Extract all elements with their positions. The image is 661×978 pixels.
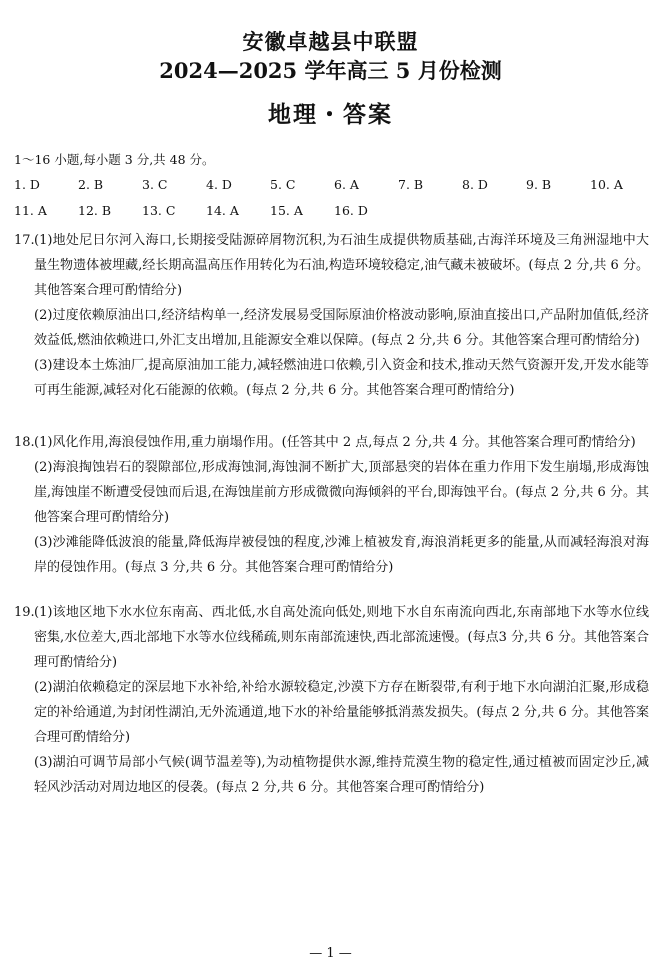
answer-item: 1. D bbox=[14, 177, 40, 192]
answer-paragraph: (2)过度依赖原油出口,经济结构单一,经济发展易受国际原油价格波动影响,原油直接出口,产品附加值低,经济效益低,燃油依赖进口,外汇支出增加,且能源安全难以保障。(每点 2 分,共 6 分。其他答案合理可酌情给分) bbox=[34, 308, 649, 348]
question-17 bbox=[14, 228, 649, 403]
answer-paragraph: (1)风化作用,海浪侵蚀作用,重力崩塌作用。(任答其中 2 点,每点 2 分,共 4 分。其他答案合理可酌情给分) bbox=[34, 435, 636, 450]
answer-paragraph: (1)地处尼日尔河入海口,长期接受陆源碎屑物沉积,为石油生成提供物质基础,古海洋环境及三角洲湿地中大量生物遗体被埋藏,经长期高温高压作用转化为石油,构造环境较稳定,油气藏未被破坏。(每点 2 分,共 6 分。其他答案合理可酌情给分) bbox=[34, 233, 649, 298]
answer-paragraph: (3)沙滩能降低波浪的能量,降低海岸被侵蚀的程度,沙滩上植被发育,海浪消耗更多的能量,从而减轻海浪对海岸的侵蚀作用。(每点 3 分,共 6 分。其他答案合理可酌情给分) bbox=[34, 535, 649, 575]
answer-item: 4. D bbox=[206, 177, 232, 192]
answer-item: 6. A bbox=[334, 177, 359, 192]
page-number: — 1 — bbox=[309, 946, 352, 961]
answer-item: 8. D bbox=[462, 177, 488, 192]
answer-row-1 bbox=[14, 177, 654, 193]
org-title: 安徽卓越县中联盟 bbox=[242, 29, 419, 54]
answer-item: 14. A bbox=[206, 203, 239, 218]
exam-title: 2024—2025 学年高三 5 月份检测 bbox=[159, 58, 502, 83]
choice-intro: 1～16 小题,每小题 3 分,共 48 分。 bbox=[14, 152, 215, 167]
answer-item: 15. A bbox=[270, 203, 303, 218]
answer-paragraph: (3)建设本土炼油厂,提高原油加工能力,减轻燃油进口依赖,引入资金和技术,推动天然气资源开发,开发水能等可再生能源,减轻对化石能源的依赖。(每点 2 分,共 6 分。其他答案合理可酌情给分) bbox=[34, 358, 649, 398]
answer-item: 10. A bbox=[590, 177, 623, 192]
answer-item: 13. C bbox=[142, 203, 176, 218]
question-number: 18. bbox=[14, 435, 35, 450]
answer-item: 2. B bbox=[78, 177, 104, 192]
answer-paragraph: (2)湖泊依赖稳定的深层地下水补给,补给水源较稳定,沙漠下方存在断裂带,有利于地下水向湖泊汇聚,形成稳定的补给通道,为封闭性湖泊,无外流通道,地下水的补给量能够抵消蒸发损失。(每点 2 分,共 6 分。其他答案合理可酌情给分) bbox=[34, 680, 649, 745]
subject-title: 地理・答案 bbox=[268, 101, 393, 128]
question-number: 17. bbox=[14, 233, 35, 248]
answer-item: 5. C bbox=[270, 177, 296, 192]
question-18 bbox=[14, 430, 649, 580]
answer-item: 16. D bbox=[334, 203, 368, 218]
answer-item: 11. A bbox=[14, 203, 47, 218]
question-number: 19. bbox=[14, 605, 35, 620]
answer-paragraph: (1)该地区地下水水位东南高、西北低,水自高处流向低处,则地下水自东南流向西北,东南部地下水等水位线密集,水位差大,西北部地下水等水位线稀疏,则东南部流速快,西北部流速慢。(每点3 分,共 6 分。其他答案合理可酌情给分) bbox=[34, 605, 649, 670]
answer-paragraph: (2)海浪掏蚀岩石的裂隙部位,形成海蚀洞,海蚀洞不断扩大,顶部悬突的岩体在重力作用下发生崩塌,形成海蚀崖,海蚀崖不断遭受侵蚀而后退,在海蚀崖前方形成微微向海倾斜的平台,即海蚀平台。(每点 2 分,共 6 分。其他答案合理可酌情给分) bbox=[34, 460, 649, 525]
answer-item: 7. B bbox=[398, 177, 424, 192]
answer-item: 9. B bbox=[526, 177, 552, 192]
answer-item: 3. C bbox=[142, 177, 168, 192]
answer-paragraph: (3)湖泊可调节局部小气候(调节温差等),为动植物提供水源,维持荒漠生物的稳定性,通过植被而固定沙丘,减轻风沙活动对周边地区的侵袭。(每点 2 分,共 6 分。其他答案合理可酌情给分) bbox=[34, 755, 649, 795]
answer-item: 12. B bbox=[78, 203, 112, 218]
answer-row-2 bbox=[14, 203, 654, 219]
question-19 bbox=[14, 600, 649, 800]
